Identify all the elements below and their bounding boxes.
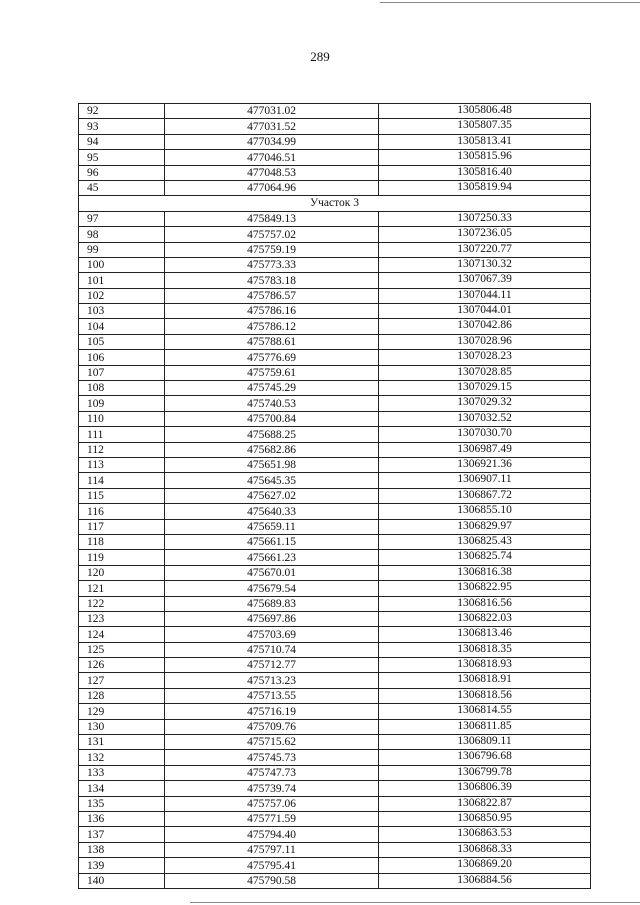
table-row — [79, 473, 591, 488]
x-coordinate-cell: 475716.19 — [165, 704, 379, 719]
table-row — [79, 119, 591, 134]
point-number-cell: 106 — [79, 350, 165, 365]
y-coordinate-cell: 1306825.74 — [379, 550, 591, 565]
x-coordinate-cell: 475797.11 — [165, 842, 379, 857]
x-coordinate-cell: 475703.69 — [165, 627, 379, 642]
point-number-cell: 92 — [79, 104, 165, 119]
y-coordinate-cell: 1305819.94 — [379, 180, 591, 195]
y-coordinate-cell: 1305807.35 — [379, 119, 591, 134]
y-coordinate-cell: 1306829.97 — [379, 519, 591, 534]
x-coordinate-cell: 475713.23 — [165, 673, 379, 688]
y-coordinate-cell: 1307030.70 — [379, 427, 591, 442]
table-row — [79, 781, 591, 796]
point-number-cell: 108 — [79, 381, 165, 396]
y-coordinate-cell: 1307029.32 — [379, 396, 591, 411]
point-number-cell: 93 — [79, 119, 165, 134]
x-coordinate-cell: 475670.01 — [165, 565, 379, 580]
table-row — [79, 319, 591, 334]
point-number-cell: 98 — [79, 227, 165, 242]
x-coordinate-cell: 477064.96 — [165, 180, 379, 195]
x-coordinate-cell: 475688.25 — [165, 427, 379, 442]
x-coordinate-cell: 475776.69 — [165, 350, 379, 365]
table-row — [79, 257, 591, 272]
point-number-cell: 112 — [79, 442, 165, 457]
point-number-cell: 101 — [79, 273, 165, 288]
coordinates-table-body — [79, 104, 591, 889]
x-coordinate-cell: 475659.11 — [165, 519, 379, 534]
table-row — [79, 381, 591, 396]
point-number-cell: 115 — [79, 488, 165, 503]
x-coordinate-cell: 475790.58 — [165, 873, 379, 888]
table-row — [79, 273, 591, 288]
point-number-cell: 116 — [79, 504, 165, 519]
x-coordinate-cell: 475740.53 — [165, 396, 379, 411]
point-number-cell: 109 — [79, 396, 165, 411]
y-coordinate-cell: 1306813.46 — [379, 627, 591, 642]
table-row — [79, 827, 591, 842]
table-row — [79, 180, 591, 195]
table-row — [79, 242, 591, 257]
x-coordinate-cell: 475715.62 — [165, 735, 379, 750]
table-row — [79, 581, 591, 596]
table-row — [79, 504, 591, 519]
point-number-cell: 125 — [79, 642, 165, 657]
y-coordinate-cell: 1306822.87 — [379, 796, 591, 811]
point-number-cell: 131 — [79, 735, 165, 750]
x-coordinate-cell: 477031.02 — [165, 104, 379, 119]
table-row — [79, 519, 591, 534]
x-coordinate-cell: 477046.51 — [165, 150, 379, 165]
table-row — [79, 396, 591, 411]
table-row — [79, 842, 591, 857]
y-coordinate-cell: 1307032.52 — [379, 411, 591, 426]
x-coordinate-cell: 475651.98 — [165, 457, 379, 472]
x-coordinate-cell: 475713.55 — [165, 688, 379, 703]
table-row — [79, 150, 591, 165]
x-coordinate-cell: 475709.76 — [165, 719, 379, 734]
point-number-cell: 118 — [79, 534, 165, 549]
y-coordinate-cell: 1306799.78 — [379, 765, 591, 780]
point-number-cell: 117 — [79, 519, 165, 534]
y-coordinate-cell: 1306816.56 — [379, 596, 591, 611]
x-coordinate-cell: 475759.61 — [165, 365, 379, 380]
table-row — [79, 627, 591, 642]
y-coordinate-cell: 1307236.05 — [379, 227, 591, 242]
table-row — [79, 288, 591, 303]
table-row — [79, 565, 591, 580]
x-coordinate-cell: 475682.86 — [165, 442, 379, 457]
table-row — [79, 165, 591, 180]
y-coordinate-cell: 1306806.39 — [379, 781, 591, 796]
x-coordinate-cell: 475795.41 — [165, 858, 379, 873]
point-number-cell: 102 — [79, 288, 165, 303]
y-coordinate-cell: 1305813.41 — [379, 134, 591, 149]
x-coordinate-cell: 475700.84 — [165, 411, 379, 426]
y-coordinate-cell: 1306818.35 — [379, 642, 591, 657]
point-number-cell: 107 — [79, 365, 165, 380]
point-number-cell: 140 — [79, 873, 165, 888]
scan-edge-top — [380, 2, 640, 3]
point-number-cell: 139 — [79, 858, 165, 873]
y-coordinate-cell: 1306869.20 — [379, 858, 591, 873]
x-coordinate-cell: 475640.33 — [165, 504, 379, 519]
y-coordinate-cell: 1307044.01 — [379, 304, 591, 319]
y-coordinate-cell: 1307028.23 — [379, 350, 591, 365]
y-coordinate-cell: 1306822.03 — [379, 611, 591, 626]
x-coordinate-cell: 475771.59 — [165, 811, 379, 826]
point-number-cell: 129 — [79, 704, 165, 719]
y-coordinate-cell: 1306884.56 — [379, 873, 591, 888]
point-number-cell: 45 — [79, 180, 165, 195]
x-coordinate-cell: 475788.61 — [165, 334, 379, 349]
x-coordinate-cell: 475645.35 — [165, 473, 379, 488]
point-number-cell: 94 — [79, 134, 165, 149]
y-coordinate-cell: 1306863.53 — [379, 827, 591, 842]
y-coordinate-cell: 1306822.95 — [379, 581, 591, 596]
point-number-cell: 122 — [79, 596, 165, 611]
x-coordinate-cell: 475786.16 — [165, 304, 379, 319]
point-number-cell: 99 — [79, 242, 165, 257]
table-row — [79, 227, 591, 242]
x-coordinate-cell: 475661.15 — [165, 534, 379, 549]
y-coordinate-cell: 1306818.91 — [379, 673, 591, 688]
point-number-cell: 137 — [79, 827, 165, 842]
y-coordinate-cell: 1306825.43 — [379, 534, 591, 549]
y-coordinate-cell: 1307042.86 — [379, 319, 591, 334]
y-coordinate-cell: 1307067.39 — [379, 273, 591, 288]
table-row — [79, 411, 591, 426]
x-coordinate-cell: 475661.23 — [165, 550, 379, 565]
point-number-cell: 120 — [79, 565, 165, 580]
point-number-cell: 95 — [79, 150, 165, 165]
table-row — [79, 765, 591, 780]
x-coordinate-cell: 475783.18 — [165, 273, 379, 288]
y-coordinate-cell: 1307130.32 — [379, 257, 591, 272]
x-coordinate-cell: 475745.73 — [165, 750, 379, 765]
y-coordinate-cell: 1307029.15 — [379, 381, 591, 396]
y-coordinate-cell: 1306814.55 — [379, 704, 591, 719]
page-number: 289 — [310, 49, 330, 64]
y-coordinate-cell: 1306987.49 — [379, 442, 591, 457]
table-row — [79, 550, 591, 565]
point-number-cell: 138 — [79, 842, 165, 857]
x-coordinate-cell: 475627.02 — [165, 488, 379, 503]
x-coordinate-cell: 475849.13 — [165, 211, 379, 226]
table-row — [79, 735, 591, 750]
table-row — [79, 611, 591, 626]
y-coordinate-cell: 1307220.77 — [379, 242, 591, 257]
y-coordinate-cell: 1306796.68 — [379, 750, 591, 765]
x-coordinate-cell: 475794.40 — [165, 827, 379, 842]
point-number-cell: 126 — [79, 658, 165, 673]
point-number-cell: 123 — [79, 611, 165, 626]
point-number-cell: 128 — [79, 688, 165, 703]
table-row — [79, 488, 591, 503]
table-row — [79, 811, 591, 826]
table-row — [79, 534, 591, 549]
point-number-cell: 127 — [79, 673, 165, 688]
point-number-cell: 124 — [79, 627, 165, 642]
x-coordinate-cell: 475747.73 — [165, 765, 379, 780]
y-coordinate-cell: 1306907.11 — [379, 473, 591, 488]
y-coordinate-cell: 1306868.33 — [379, 842, 591, 857]
y-coordinate-cell: 1307044.11 — [379, 288, 591, 303]
table-row — [79, 750, 591, 765]
point-number-cell: 121 — [79, 581, 165, 596]
table-row — [79, 642, 591, 657]
y-coordinate-cell: 1305806.48 — [379, 104, 591, 119]
y-coordinate-cell: 1306867.72 — [379, 488, 591, 503]
y-coordinate-cell: 1307028.96 — [379, 334, 591, 349]
table-row — [79, 719, 591, 734]
point-number-cell: 130 — [79, 719, 165, 734]
point-number-cell: 100 — [79, 257, 165, 272]
table-row — [79, 442, 591, 457]
y-coordinate-cell: 1307250.33 — [379, 211, 591, 226]
point-number-cell: 113 — [79, 457, 165, 472]
table-row — [79, 796, 591, 811]
y-coordinate-cell: 1306921.36 — [379, 457, 591, 472]
table-row — [79, 104, 591, 119]
x-coordinate-cell: 477031.52 — [165, 119, 379, 134]
table-row — [79, 704, 591, 719]
y-coordinate-cell: 1306816.38 — [379, 565, 591, 580]
x-coordinate-cell: 475786.57 — [165, 288, 379, 303]
point-number-cell: 136 — [79, 811, 165, 826]
x-coordinate-cell: 475710.74 — [165, 642, 379, 657]
table-row — [79, 365, 591, 380]
point-number-cell: 133 — [79, 765, 165, 780]
table-row — [79, 304, 591, 319]
table-row — [79, 457, 591, 472]
table-row — [79, 211, 591, 226]
point-number-cell: 104 — [79, 319, 165, 334]
x-coordinate-cell: 475757.02 — [165, 227, 379, 242]
table-row — [79, 427, 591, 442]
point-number-cell: 103 — [79, 304, 165, 319]
table-row — [79, 688, 591, 703]
table-row — [79, 658, 591, 673]
coordinates-table — [78, 103, 591, 889]
table-row — [79, 858, 591, 873]
y-coordinate-cell: 1306855.10 — [379, 504, 591, 519]
y-coordinate-cell: 1306818.93 — [379, 658, 591, 673]
point-number-cell: 114 — [79, 473, 165, 488]
point-number-cell: 135 — [79, 796, 165, 811]
y-coordinate-cell: 1307028.85 — [379, 365, 591, 380]
y-coordinate-cell: 1305816.40 — [379, 165, 591, 180]
x-coordinate-cell: 475689.83 — [165, 596, 379, 611]
point-number-cell: 111 — [79, 427, 165, 442]
x-coordinate-cell: 475757.06 — [165, 796, 379, 811]
table-row — [79, 334, 591, 349]
x-coordinate-cell: 475759.19 — [165, 242, 379, 257]
scan-edge-bottom — [190, 902, 640, 903]
y-coordinate-cell: 1306809.11 — [379, 735, 591, 750]
x-coordinate-cell: 477048.53 — [165, 165, 379, 180]
point-number-cell: 96 — [79, 165, 165, 180]
x-coordinate-cell: 475679.54 — [165, 581, 379, 596]
section-title: Участок 3 — [79, 196, 591, 211]
section-header-row — [79, 196, 591, 211]
y-coordinate-cell: 1305815.96 — [379, 150, 591, 165]
y-coordinate-cell: 1306811.85 — [379, 719, 591, 734]
x-coordinate-cell: 475773.33 — [165, 257, 379, 272]
point-number-cell: 134 — [79, 781, 165, 796]
point-number-cell: 119 — [79, 550, 165, 565]
x-coordinate-cell: 475712.77 — [165, 658, 379, 673]
table-row — [79, 596, 591, 611]
point-number-cell: 105 — [79, 334, 165, 349]
y-coordinate-cell: 1306850.95 — [379, 811, 591, 826]
y-coordinate-cell: 1306818.56 — [379, 688, 591, 703]
x-coordinate-cell: 475745.29 — [165, 381, 379, 396]
table-row — [79, 673, 591, 688]
table-row — [79, 350, 591, 365]
x-coordinate-cell: 475697.86 — [165, 611, 379, 626]
point-number-cell: 132 — [79, 750, 165, 765]
x-coordinate-cell: 477034.99 — [165, 134, 379, 149]
point-number-cell: 110 — [79, 411, 165, 426]
x-coordinate-cell: 475786.12 — [165, 319, 379, 334]
table-row — [79, 134, 591, 149]
table-row — [79, 873, 591, 888]
x-coordinate-cell: 475739.74 — [165, 781, 379, 796]
point-number-cell: 97 — [79, 211, 165, 226]
